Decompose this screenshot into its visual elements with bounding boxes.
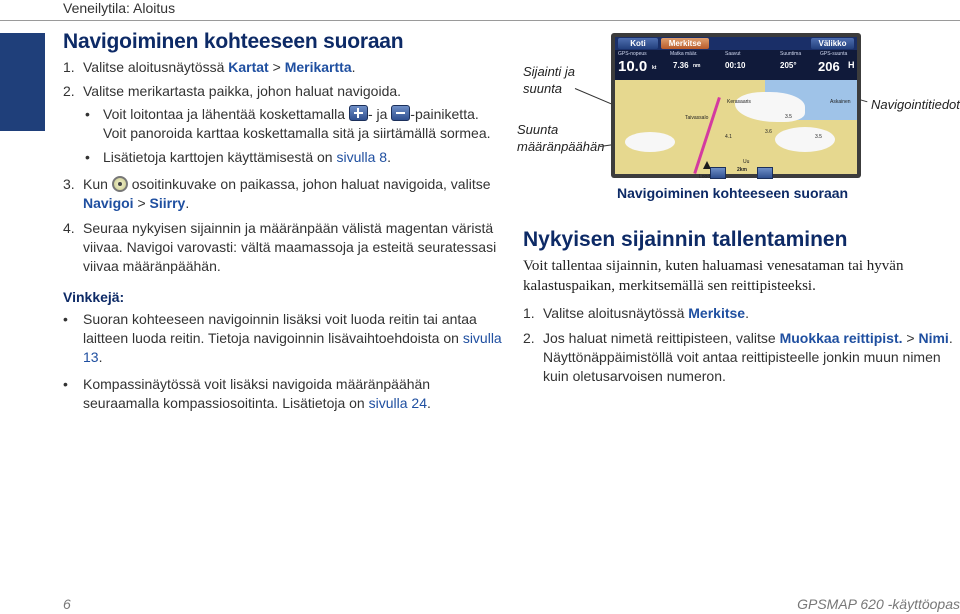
data-unit: H bbox=[848, 60, 855, 70]
menu-link-navigoi[interactable]: Navigoi bbox=[83, 195, 134, 211]
data-value: 10.0 bbox=[618, 58, 648, 75]
separator: > bbox=[268, 59, 285, 75]
punct: . bbox=[745, 305, 749, 321]
data-label: Saavut bbox=[725, 51, 741, 57]
figure-caption: Navigoiminen kohteeseen suoraan bbox=[617, 185, 849, 201]
data-label: GPS-nopeus bbox=[618, 51, 647, 57]
sub-text: Lisätietoja karttojen käyttämisestä on bbox=[103, 149, 337, 165]
tab-koti[interactable]: Koti bbox=[618, 38, 658, 49]
pointer-icon bbox=[112, 176, 128, 192]
page-link[interactable]: sivulla 24 bbox=[368, 395, 427, 411]
step-number: 1. bbox=[63, 59, 75, 75]
separator: > bbox=[902, 330, 919, 346]
data-unit: kt bbox=[652, 65, 657, 71]
sub-text: Voit loitontaa ja lähentää koskettamalla bbox=[103, 106, 349, 122]
step-number: 3. bbox=[63, 176, 75, 192]
bullet: • bbox=[85, 106, 90, 122]
map-label: 4.1 bbox=[725, 134, 732, 140]
tip-2 bbox=[63, 375, 503, 413]
water-area bbox=[775, 127, 835, 152]
data-value: 206 bbox=[818, 59, 840, 74]
section-title: Navigoiminen kohteeseen suoraan bbox=[63, 30, 404, 53]
zoom-out-button[interactable] bbox=[710, 167, 726, 179]
map-label: 3.6 bbox=[765, 129, 772, 135]
data-label: Suuntima bbox=[780, 51, 802, 57]
punct: . bbox=[98, 349, 103, 365]
step-text: Valitse merikartasta paikka, johon haluat navigoida. bbox=[83, 83, 402, 99]
bullet: • bbox=[63, 376, 68, 392]
left-column bbox=[63, 30, 503, 413]
step-number: 4. bbox=[63, 220, 75, 236]
menu-link-merkitse[interactable]: Merkitse bbox=[688, 305, 746, 321]
map-scale: 2km bbox=[737, 167, 748, 173]
callout-position: Sijainti ja suunta bbox=[523, 64, 576, 96]
data-value: 7.36 bbox=[673, 61, 689, 70]
zoom-out-icon bbox=[391, 105, 410, 121]
sub-bullet-zoom bbox=[63, 105, 503, 143]
zoom-in-icon bbox=[349, 105, 368, 121]
data-value: 205° bbox=[780, 61, 797, 70]
menu-link-kartat[interactable]: Kartat bbox=[228, 59, 269, 75]
separator: > bbox=[133, 195, 150, 211]
doc-title: GPSMAP 620 -käyttöopas bbox=[797, 596, 960, 612]
callout-navdata: Navigointitiedot bbox=[871, 97, 960, 112]
right-steps bbox=[523, 304, 953, 386]
step-number: 2. bbox=[523, 330, 535, 346]
punct: . bbox=[185, 195, 190, 211]
menu-link-nimi[interactable]: Nimi bbox=[918, 330, 949, 346]
map-label: Askainen bbox=[830, 99, 851, 105]
step-2 bbox=[63, 82, 503, 101]
save-step-2 bbox=[523, 329, 953, 386]
data-unit: nm bbox=[693, 63, 701, 69]
step-text: Kun bbox=[83, 176, 112, 192]
step-text: . Näyttönäppäimistöllä voit antaa reittipisteelle jonkin muun nimen kuin oletusarvoisen numeron. bbox=[543, 330, 953, 384]
water-area bbox=[735, 92, 805, 122]
step-number: 1. bbox=[523, 305, 535, 321]
step-text: Valitse aloitusnäytössä bbox=[83, 59, 229, 75]
map-label: 3.5 bbox=[815, 134, 822, 140]
menu-link-muokkaa[interactable]: Muokkaa reittipist. bbox=[779, 330, 903, 346]
step-text: Seuraa nykyisen sijainnin ja määränpään välistä magentan väristä viivaa. Navigoi varovasti: vältä maamassoja ja esteitä seuratessasi viivaa määränpäähän. bbox=[83, 220, 497, 274]
tab-bar bbox=[615, 37, 857, 50]
step-text: Jos haluat nimetä reittipisteen, valitse bbox=[543, 330, 780, 346]
intro-paragraph: Voit tallentaa sijainnin, kuten haluamasi venesataman tai hyvän kalastuspaikan, merkitsemällä sen reittipisteeksi. bbox=[523, 258, 904, 294]
water-area bbox=[625, 132, 675, 152]
map-label: Taivassalo bbox=[685, 115, 709, 121]
sub-bullet-more-info bbox=[63, 148, 503, 167]
map-label: Kerasaaris bbox=[727, 99, 751, 105]
data-label: Matka määr. bbox=[670, 51, 698, 57]
nav-data-bar bbox=[615, 50, 857, 80]
bullet: • bbox=[85, 149, 90, 165]
punct: . bbox=[387, 149, 391, 165]
menu-link-siirry[interactable]: Siirry bbox=[149, 195, 186, 211]
sub-text: -painiketta. Voit panoroida karttaa koskettamalla sitä ja siirtämällä sormea. bbox=[103, 106, 491, 141]
step-1 bbox=[63, 58, 503, 77]
map-label: Lood bbox=[699, 174, 711, 180]
header-rule bbox=[0, 20, 960, 21]
page-number: 6 bbox=[63, 596, 71, 612]
section-title-2: Nykyisen sijainnin tallentaminen bbox=[523, 228, 848, 251]
step-3 bbox=[63, 175, 503, 213]
tip-text: Suoran kohteeseen navigoinnin lisäksi voit luoda reitin tai antaa laitteen luoda reitin. Tietoja navigoinnin lisävaihtoehdoista on bbox=[83, 311, 477, 346]
callout-bearing: Suunta määränpäähän bbox=[517, 122, 605, 154]
data-value: 00:10 bbox=[725, 61, 746, 70]
map-label: 3.5 bbox=[785, 114, 792, 120]
chartplotter-screenshot bbox=[611, 33, 861, 178]
page-link[interactable]: sivulla 13 bbox=[83, 330, 502, 365]
step-text: osoitinkuvake on paikassa, johon haluat navigoida, valitse bbox=[127, 176, 491, 192]
menu-link-merikartta[interactable]: Merikartta bbox=[284, 59, 352, 75]
sub-text: - ja bbox=[367, 106, 392, 122]
running-header: Veneilytila: Aloitus bbox=[63, 0, 176, 16]
step-4 bbox=[63, 219, 503, 276]
step-text: Valitse aloitusnäytössä bbox=[543, 305, 689, 321]
tip-1 bbox=[63, 310, 503, 367]
nautical-map bbox=[615, 37, 857, 180]
tab-merkitse[interactable]: Merkitse bbox=[661, 38, 709, 49]
bullet: • bbox=[63, 311, 68, 327]
punct: . bbox=[351, 59, 356, 75]
tips-heading: Vinkkejä: bbox=[63, 289, 125, 305]
page-link[interactable]: sivulla 8 bbox=[336, 149, 388, 165]
section-tab bbox=[0, 33, 45, 131]
data-label: GPS-suunta bbox=[820, 51, 848, 57]
zoom-in-button[interactable] bbox=[757, 167, 773, 179]
save-step-1 bbox=[523, 304, 953, 323]
step-number: 2. bbox=[63, 83, 75, 99]
punct: . bbox=[426, 395, 431, 411]
map-label: Uu bbox=[743, 159, 750, 165]
tip-text: Kompassinäytössä voit lisäksi navigoida määränpäähän seuraamalla kompassiosoitinta. Lisätietoja on bbox=[83, 376, 431, 411]
tab-valikko[interactable]: Välikko bbox=[811, 38, 854, 49]
